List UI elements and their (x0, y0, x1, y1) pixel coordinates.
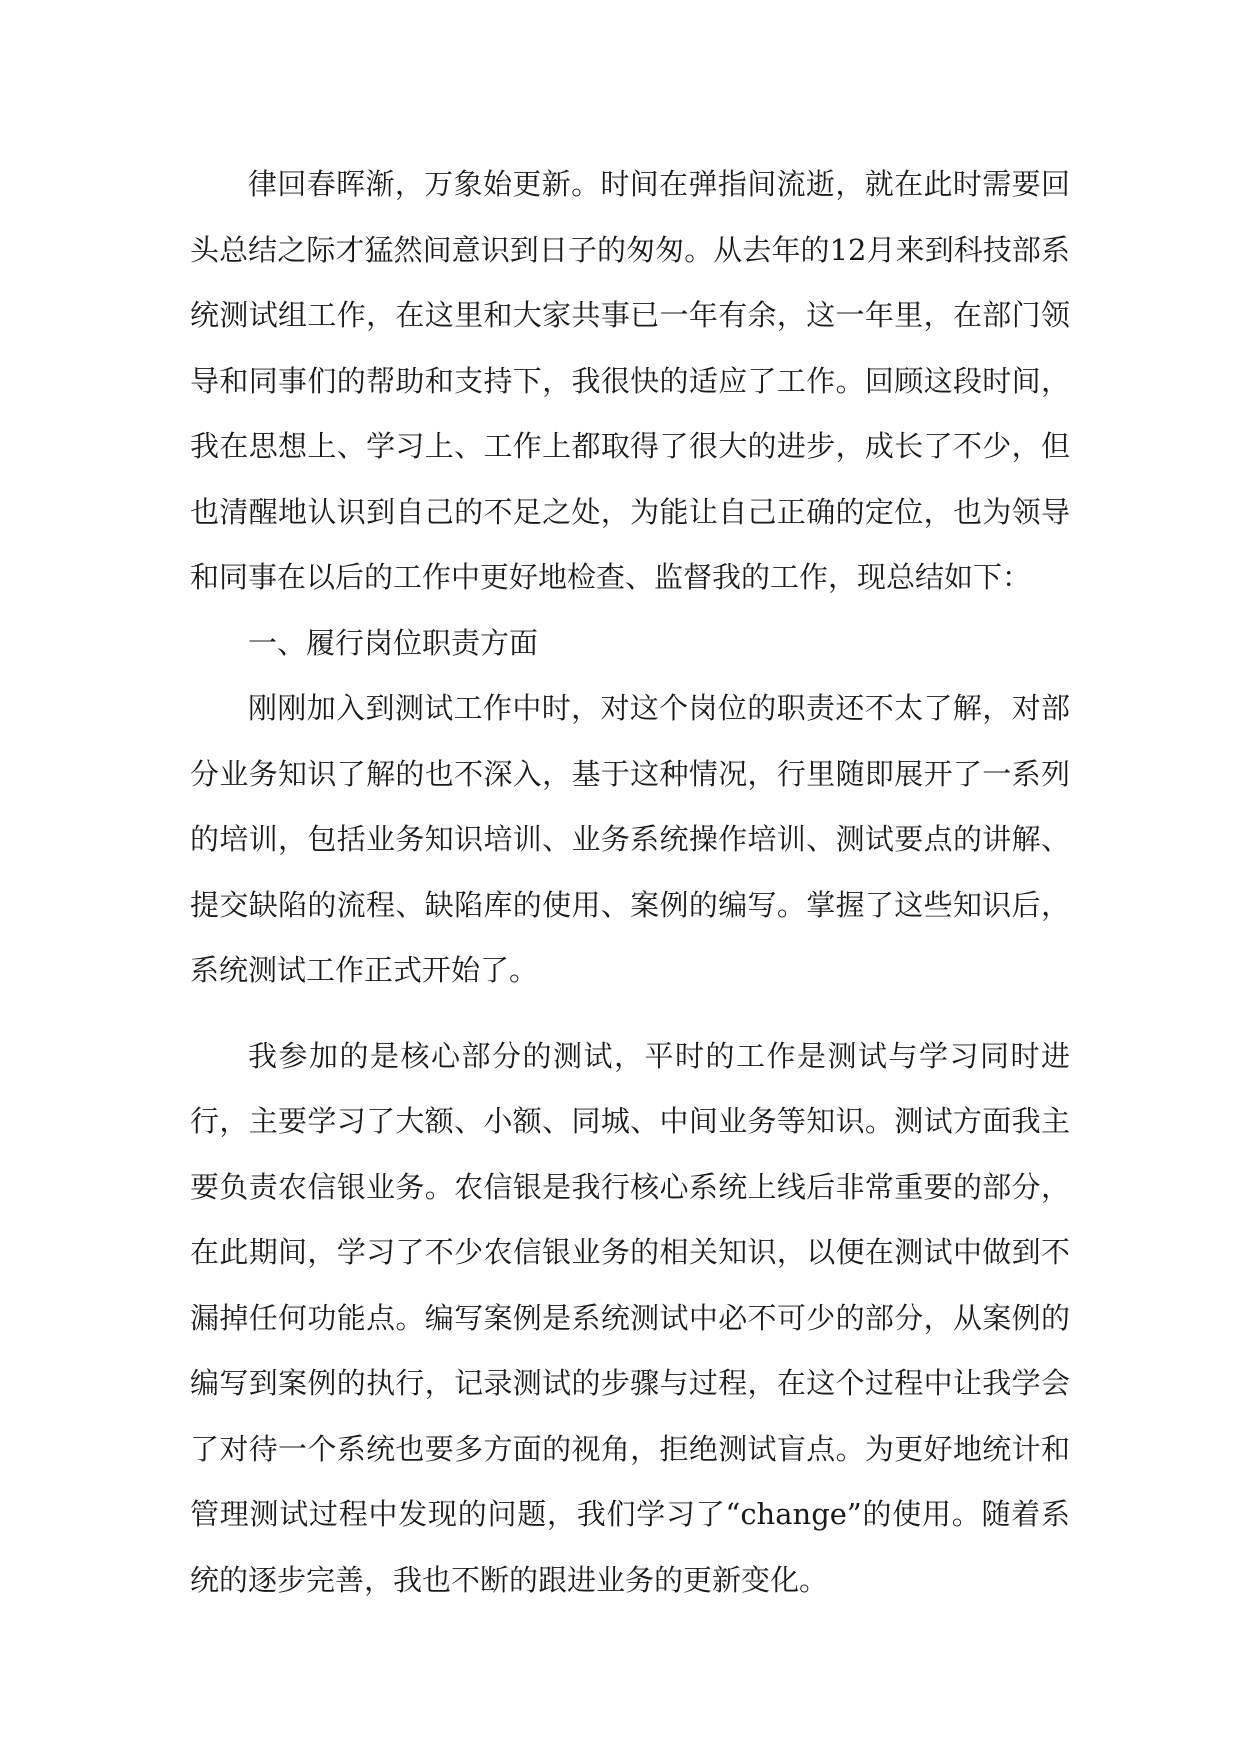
paragraph-intro: 律回春晖渐，万象始更新。时间在弹指间流逝，就在此时需要回头总结之际才猛然间意识到日子的匆匆。从去年的12月来到科技部系统测试组工作，在这里和大家共事已一年有余，这一年里，在部门领导和同事们的帮助和支持下，我很快的适应了工作。回顾这段时间，我在思想上、学习上、工作上都取得了很大的进步，成长了不少，但也清醒地认识到自己的不足之处，为能让自己正确的定位，也为领导和同事在以后的工作中更好地检查、监督我的工作，现总结如下： (190, 167, 1070, 594)
document-body (190, 152, 1070, 1613)
paragraph-core-testing: 我参加的是核心部分的测试，平时的工作是测试与学习同时进行，主要学习了大额、小额、同城、中间业务等知识。测试方面我主要负责农信银业务。农信银是我行核心系统上线后非常重要的部分，在此期间，学习了不少农信银业务的相关知识，以便在测试中做到不漏掉任何功能点。编写案例是系统测试中必不可少的部分，从案例的编写到案例的执行，记录测试的步骤与过程，在这个过程中让我学会了对待一个系统也要多方面的视角，拒绝测试盲点。为更好地统计和管理测试过程中发现的问题，我们学习了“change”的使用。随着系统的逐步完善，我也不断的跟进业务的更新变化。 (190, 1038, 1070, 1597)
section-heading: 一、履行岗位职责方面 (248, 625, 539, 660)
paragraph-duties: 刚刚加入到测试工作中时，对这个岗位的职责还不太了解，对部分业务知识了解的也不深入，基于这种情况，行里随即展开了一系列的培训，包括业务知识培训、业务系统操作培训、测试要点的讲解、提交缺陷的流程、缺陷库的使用、案例的编写。掌握了这些知识后，系统测试工作正式开始了。 (190, 691, 1070, 987)
